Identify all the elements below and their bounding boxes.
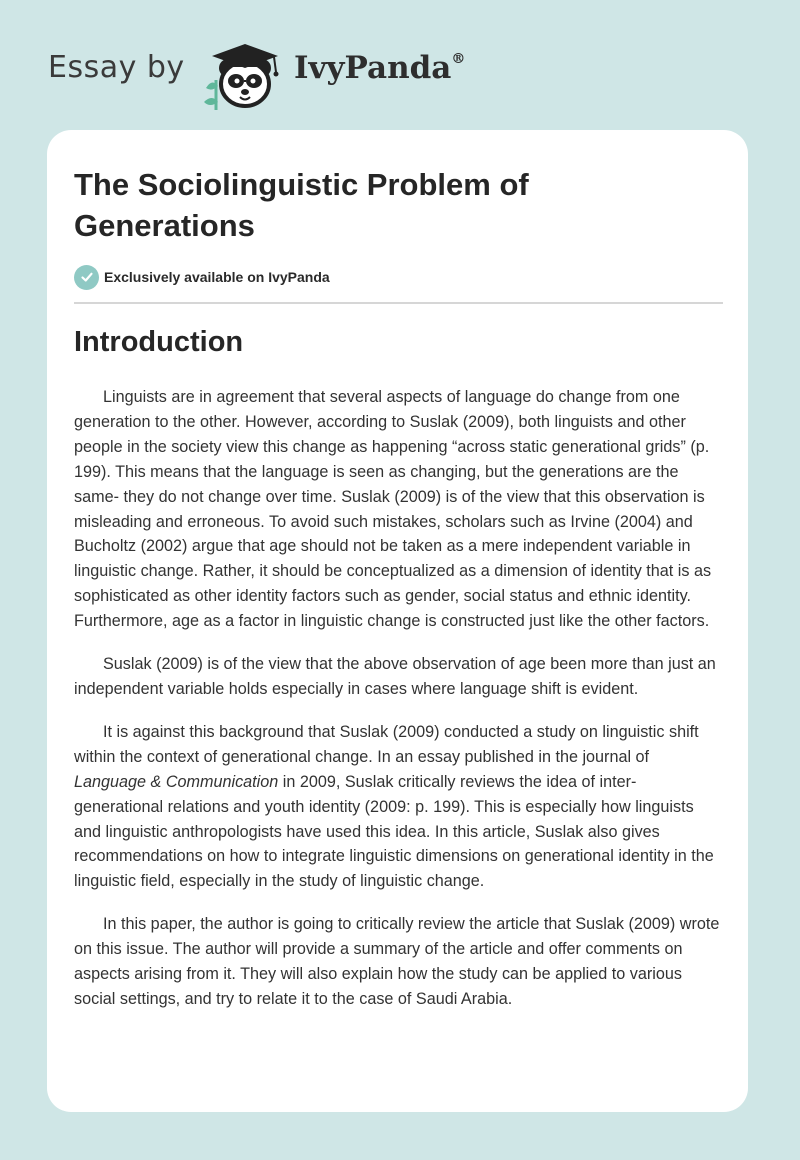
checkmark-icon [74,265,99,290]
essay-card [47,130,748,1112]
paragraph: In this paper, the author is going to critically review the article that Suslak (2009) wrote on this issue. The author will provide a summary of the article and offer comments on aspects arising from it. They will also explain how the study can be applied to various social settings, and try to relate it to the case of Saudi Arabia. [74,915,720,1008]
essay-body [74,385,725,1030]
exclusive-notice [74,264,330,290]
divider [74,302,723,304]
exclusive-label: Exclusively available on IvyPanda [104,269,330,285]
paragraph-text: It is against this background that Suslak (2009) conducted a study on linguistic shift within the context of generational change. In an essay published in the journal of [74,722,699,766]
brand-name [294,50,465,86]
panda-graduate-icon [200,36,290,110]
essay-by-label: Essay by [48,50,185,85]
essay-title: The Sociolinguistic Problem of Generations [74,167,529,243]
section-heading: Introduction [74,326,244,358]
paragraph-text: in 2009, Suslak critically reviews the idea of inter-generational relations and youth identity (2009: p. 199). This is especially how linguists and linguistic anthropologists have used this idea. In this article, Suslak also gives recommendations on how to integrate linguistic dimensions on generational identity in the linguistic field, especially in the study of linguistic change. [74,772,714,891]
registered-mark: ® [451,50,466,67]
paragraph: Suslak (2009) is of the view that the above observation of age been more than just an independent variable holds especially in cases where language shift is evident. [74,655,716,698]
paragraph: Linguists are in agreement that several aspects of language do change from one generation to the other. However, according to Suslak (2009), both linguists and other people in the society view this change as happening “across static generational grids” (p. 199). This means that the language is seen as changing, but the generations are the same- they do not change over time. Suslak (2009) is of the view that this observation is misleading and erroneous. To avoid such mistakes, scholars such as Irvine (2004) and Bucholtz (2002) argue that age should not be taken as a mere independent variable in linguistic change. Rather, it should be conceptualized as a dimension of identity that is as sophisticated as other identity factors such as gender, social status and ethnic identity. Furthermore, age as a factor in linguistic change is constructed just like the other factors. [74,388,712,631]
journal-title: Language & Communication [74,772,279,791]
site-header [48,30,508,110]
brand-text: IvyPanda [294,50,452,86]
paragraph [74,720,725,894]
